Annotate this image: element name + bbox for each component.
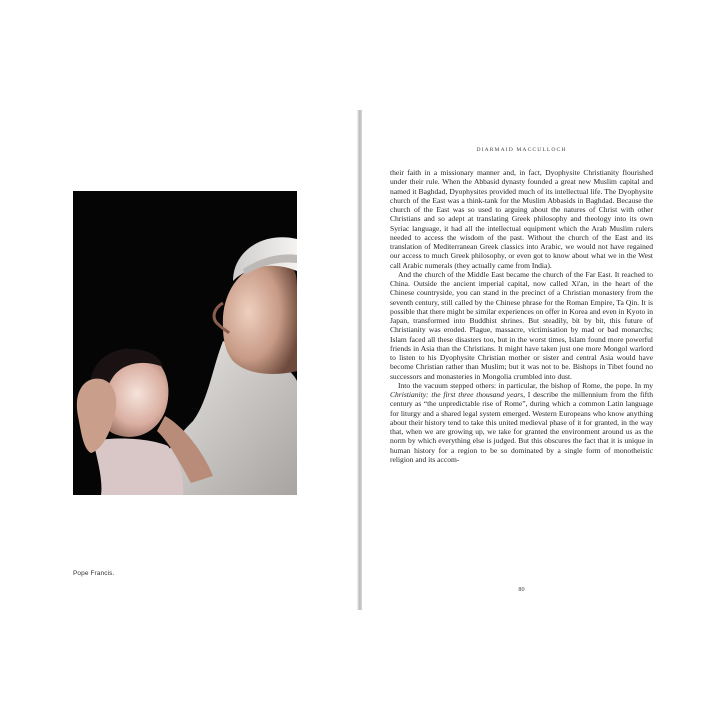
pope-francis-photo xyxy=(73,191,297,495)
paragraph-3-text-end: , I describe the millennium from the fifth century as “the unpredictable rise of Rome”, during which a common Latin language for liturgy and a shared legal system emerged. Western Europeans who know anything about their history tend to take this united medieval phase of it for granted, in the way that, when we are growing up, we take for granted the environment around us as the norm by which everything else is judged. But this obscures the fact that it is unique in human history for a region to be so dominated by a single form of monotheistic religion and its accom- xyxy=(390,390,654,464)
running-head: DIARMAID MACCULLOCH xyxy=(476,147,567,153)
paragraph-2-text: And the church of the Middle East became the church of the Far East. It reached to China. Outside the ancient imperial capital, now called Xi'an, in the heart of the Chinese countryside, you can stand in the precinct of a Christian monastery from the seventh century, still called by the Chinese phrase for the Roman Empire, Ta Qin. It is possible that there might be similar experiences on offer in Korea and even in Kyoto in Japan, transformed into Buddhist shrines. But steadily, bit by bit, this future of Christianity was eroded. Plague, massacre, victimisation by mad or bad monarchs; Islam faced all these disasters too, but in the worst times, Islam found more powerful friends in Asia than the Christians. It might have taken just one more Mongol warlord to listen to his Dyophysite Christian mother or sister and central Asia would have become Christian rather than Muslim; but it was not to be. Bishops in Tibet found no successors and monasteries in Mongolia crumbled into dust. xyxy=(390,269,653,381)
photo-illustration xyxy=(73,191,297,495)
page-number: 80 xyxy=(518,586,525,593)
photo-caption: Pope Francis. xyxy=(73,570,115,577)
paragraph-3-text-start: Into the vacuum stepped others: in particular, the bishop of Rome, the pope. In my xyxy=(398,380,653,390)
book-title-italic: Christianity: the first three thousand years xyxy=(390,390,524,399)
paragraph-3 xyxy=(390,381,653,464)
left-page xyxy=(0,0,359,721)
body-text xyxy=(390,168,653,464)
paragraph-1-text: their faith in a missionary manner and, in fact, Dyophysite Christianity flourished under their rule. When the Abbasid dynasty founded a great new Muslim capital and named it Baghdad, Dyophysites provided much of its intellectual life. The Dyophysite church of the East was a think-tank for the Muslim Abbasids in Baghdad. Because the church of the East was so used to arguing about the natures of Christ with other Christians and so adept at translating Greek philosophy and theology into its own Syriac language, it had all the intellectual equipment which the Arab Muslim rulers needed to access the wisdom of the past. Without the church of the East and its translation of Mediterranean Greek classics into Arabic, we would not have regained our access to much Greek philosophy, or even got to know about what we in the West call Arabic numerals (they actually came from India). xyxy=(390,168,653,270)
paragraph-2 xyxy=(390,270,653,381)
book-gutter xyxy=(357,110,362,610)
paragraph-1 xyxy=(390,168,653,270)
